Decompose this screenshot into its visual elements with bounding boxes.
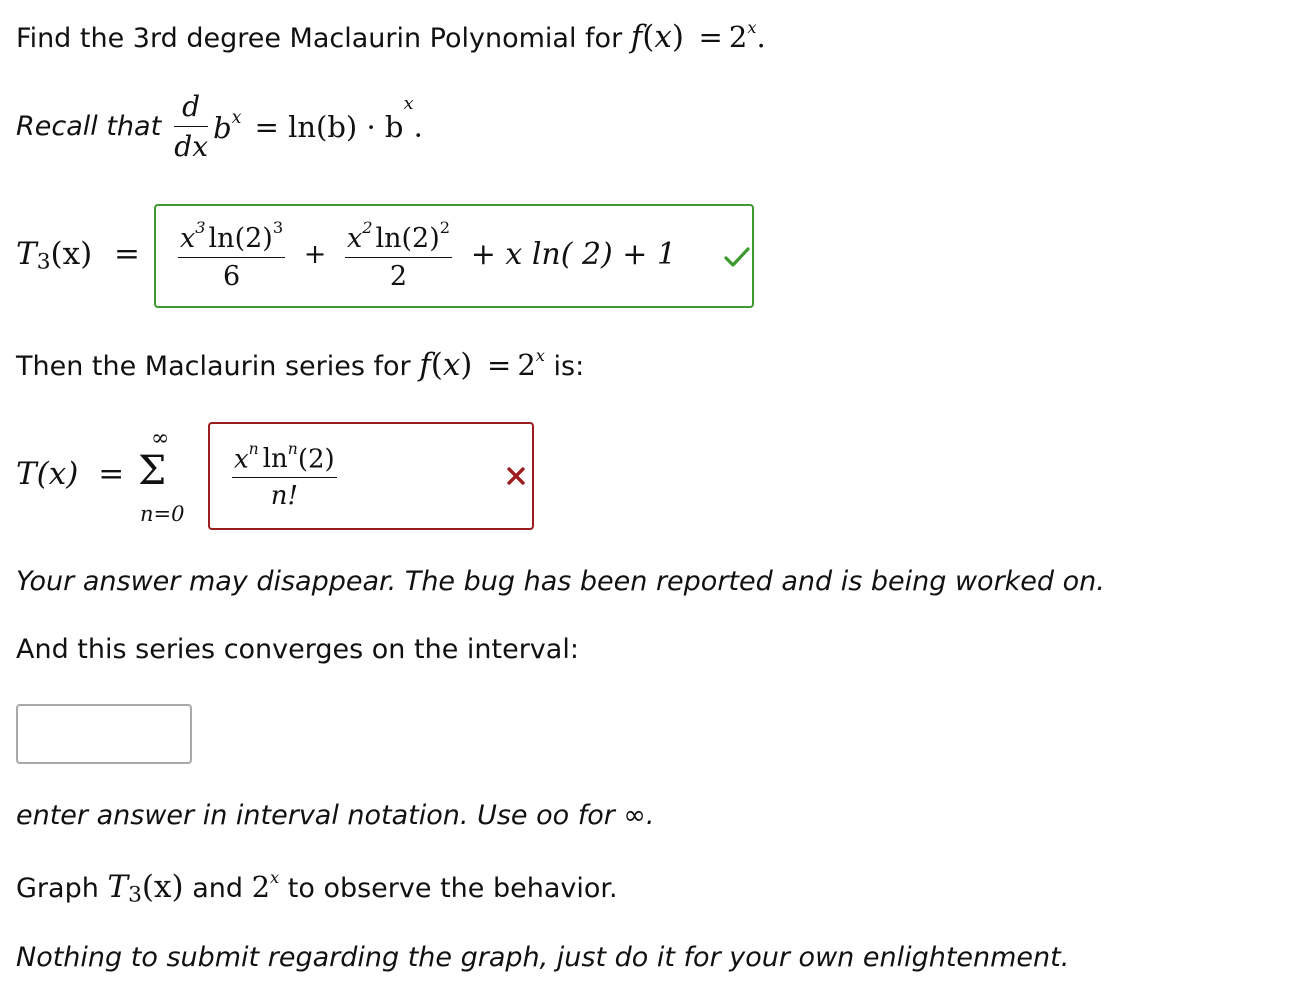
t3-term1-ln-pow: 3 (272, 218, 284, 237)
recall-line (16, 90, 423, 163)
graph-t-sub: 3 (128, 882, 142, 908)
sigma-icon: Σ (138, 448, 167, 494)
t3-term2-den: 2 (389, 260, 408, 292)
sigma-upper: ∞ (151, 426, 170, 451)
interval-hint: enter answer in interval notation. Use oo for ∞. (16, 800, 655, 831)
t3-term2-x-pow: 2 (362, 218, 373, 237)
series-intro-suffix: is: (553, 350, 585, 382)
graph-base: 2 (251, 869, 271, 904)
series-num-ln-pow: n (287, 440, 298, 458)
t3-term2-fraction (345, 218, 452, 292)
graph-and: and (192, 872, 243, 904)
t3-arg: (x) (50, 236, 93, 272)
series-lhs (16, 456, 124, 492)
x-mark-icon (506, 466, 526, 490)
recall-b: b (213, 110, 232, 145)
recall-period: . (413, 109, 423, 144)
series-num-x: x (234, 444, 249, 475)
question-exp: x (747, 18, 757, 37)
recall-exp: x (231, 108, 242, 129)
series-num-x-pow: n (248, 440, 259, 458)
t3-name: T (16, 236, 37, 272)
t3-lhs (16, 236, 140, 274)
t3-plus: + (303, 239, 327, 271)
t3-term1-x: x (180, 222, 196, 254)
t3-term1-x-pow: 3 (195, 218, 206, 237)
series-lhs-label: T(x) (16, 456, 79, 492)
t3-term1-ln: ln(2) (208, 222, 273, 254)
series-den: n! (270, 481, 298, 512)
t3-answer-expression (178, 218, 676, 292)
question-x: x (654, 18, 672, 55)
series-intro-equals: = (487, 347, 512, 382)
question-base: 2 (728, 19, 748, 54)
series-intro: Then the Maclaurin series for $f(x) = 2^x$ is: (16, 346, 585, 383)
derivative-den: dx (174, 130, 208, 163)
recall-rhs-exp: x (403, 93, 414, 114)
graph-prefix: Graph (16, 872, 99, 904)
question-f: f (630, 18, 643, 55)
t3-sub: 3 (36, 249, 51, 275)
derivative-fraction (174, 90, 208, 163)
series-num-arg: (2) (297, 444, 335, 475)
t3-term2-ln: ln(2) (375, 222, 440, 254)
series-intro-text: Then the Maclaurin series for (16, 350, 411, 382)
bug-notice: Your answer may disappear. The bug has been reported and is being worked on. (16, 566, 1105, 597)
series-num-ln: ln (262, 444, 288, 475)
graph-exp: x (270, 868, 280, 887)
t3-term2-x: x (346, 222, 363, 254)
question-period: . (756, 19, 766, 54)
series-intro-base: 2 (517, 347, 536, 382)
question-text: Find the 3rd degree Maclaurin Polynomial for $f(x) = 2^x$. (16, 18, 766, 55)
series-answer-fraction (232, 440, 337, 511)
interval-prompt: And this series converges on the interval: (16, 634, 579, 665)
t3-term1-fraction (178, 218, 285, 292)
t3-term1-den: 6 (222, 260, 241, 292)
graph-instruction (16, 868, 618, 907)
question-equals: = (698, 19, 723, 54)
series-intro-f: f (419, 346, 431, 383)
series-intro-x: x (442, 346, 461, 383)
graph-t-arg: (x) (141, 868, 184, 905)
graph-suffix: to observe the behavior. (287, 872, 618, 904)
recall-label: Recall that (16, 111, 162, 142)
interval-answer-input[interactable] (16, 704, 192, 764)
series-intro-exp: x (535, 346, 545, 365)
check-icon (724, 246, 750, 272)
t3-term2-ln-pow: 2 (439, 218, 451, 237)
enlightenment-note: Nothing to submit regarding the graph, just do it for your own enlightenment. (16, 942, 1070, 973)
sigma-lower: n=0 (140, 502, 185, 526)
recall-rhs: = ln(b) · b (254, 109, 404, 144)
derivative-num: d (174, 90, 208, 127)
question-prefix: Find the 3rd degree Maclaurin Polynomial for (16, 22, 623, 54)
series-equals: = (98, 456, 125, 492)
graph-t: T (107, 868, 129, 905)
series-answer-expression (232, 440, 337, 511)
t3-equals: = (114, 236, 141, 272)
t3-tail: + x ln( 2) + 1 (470, 237, 677, 273)
